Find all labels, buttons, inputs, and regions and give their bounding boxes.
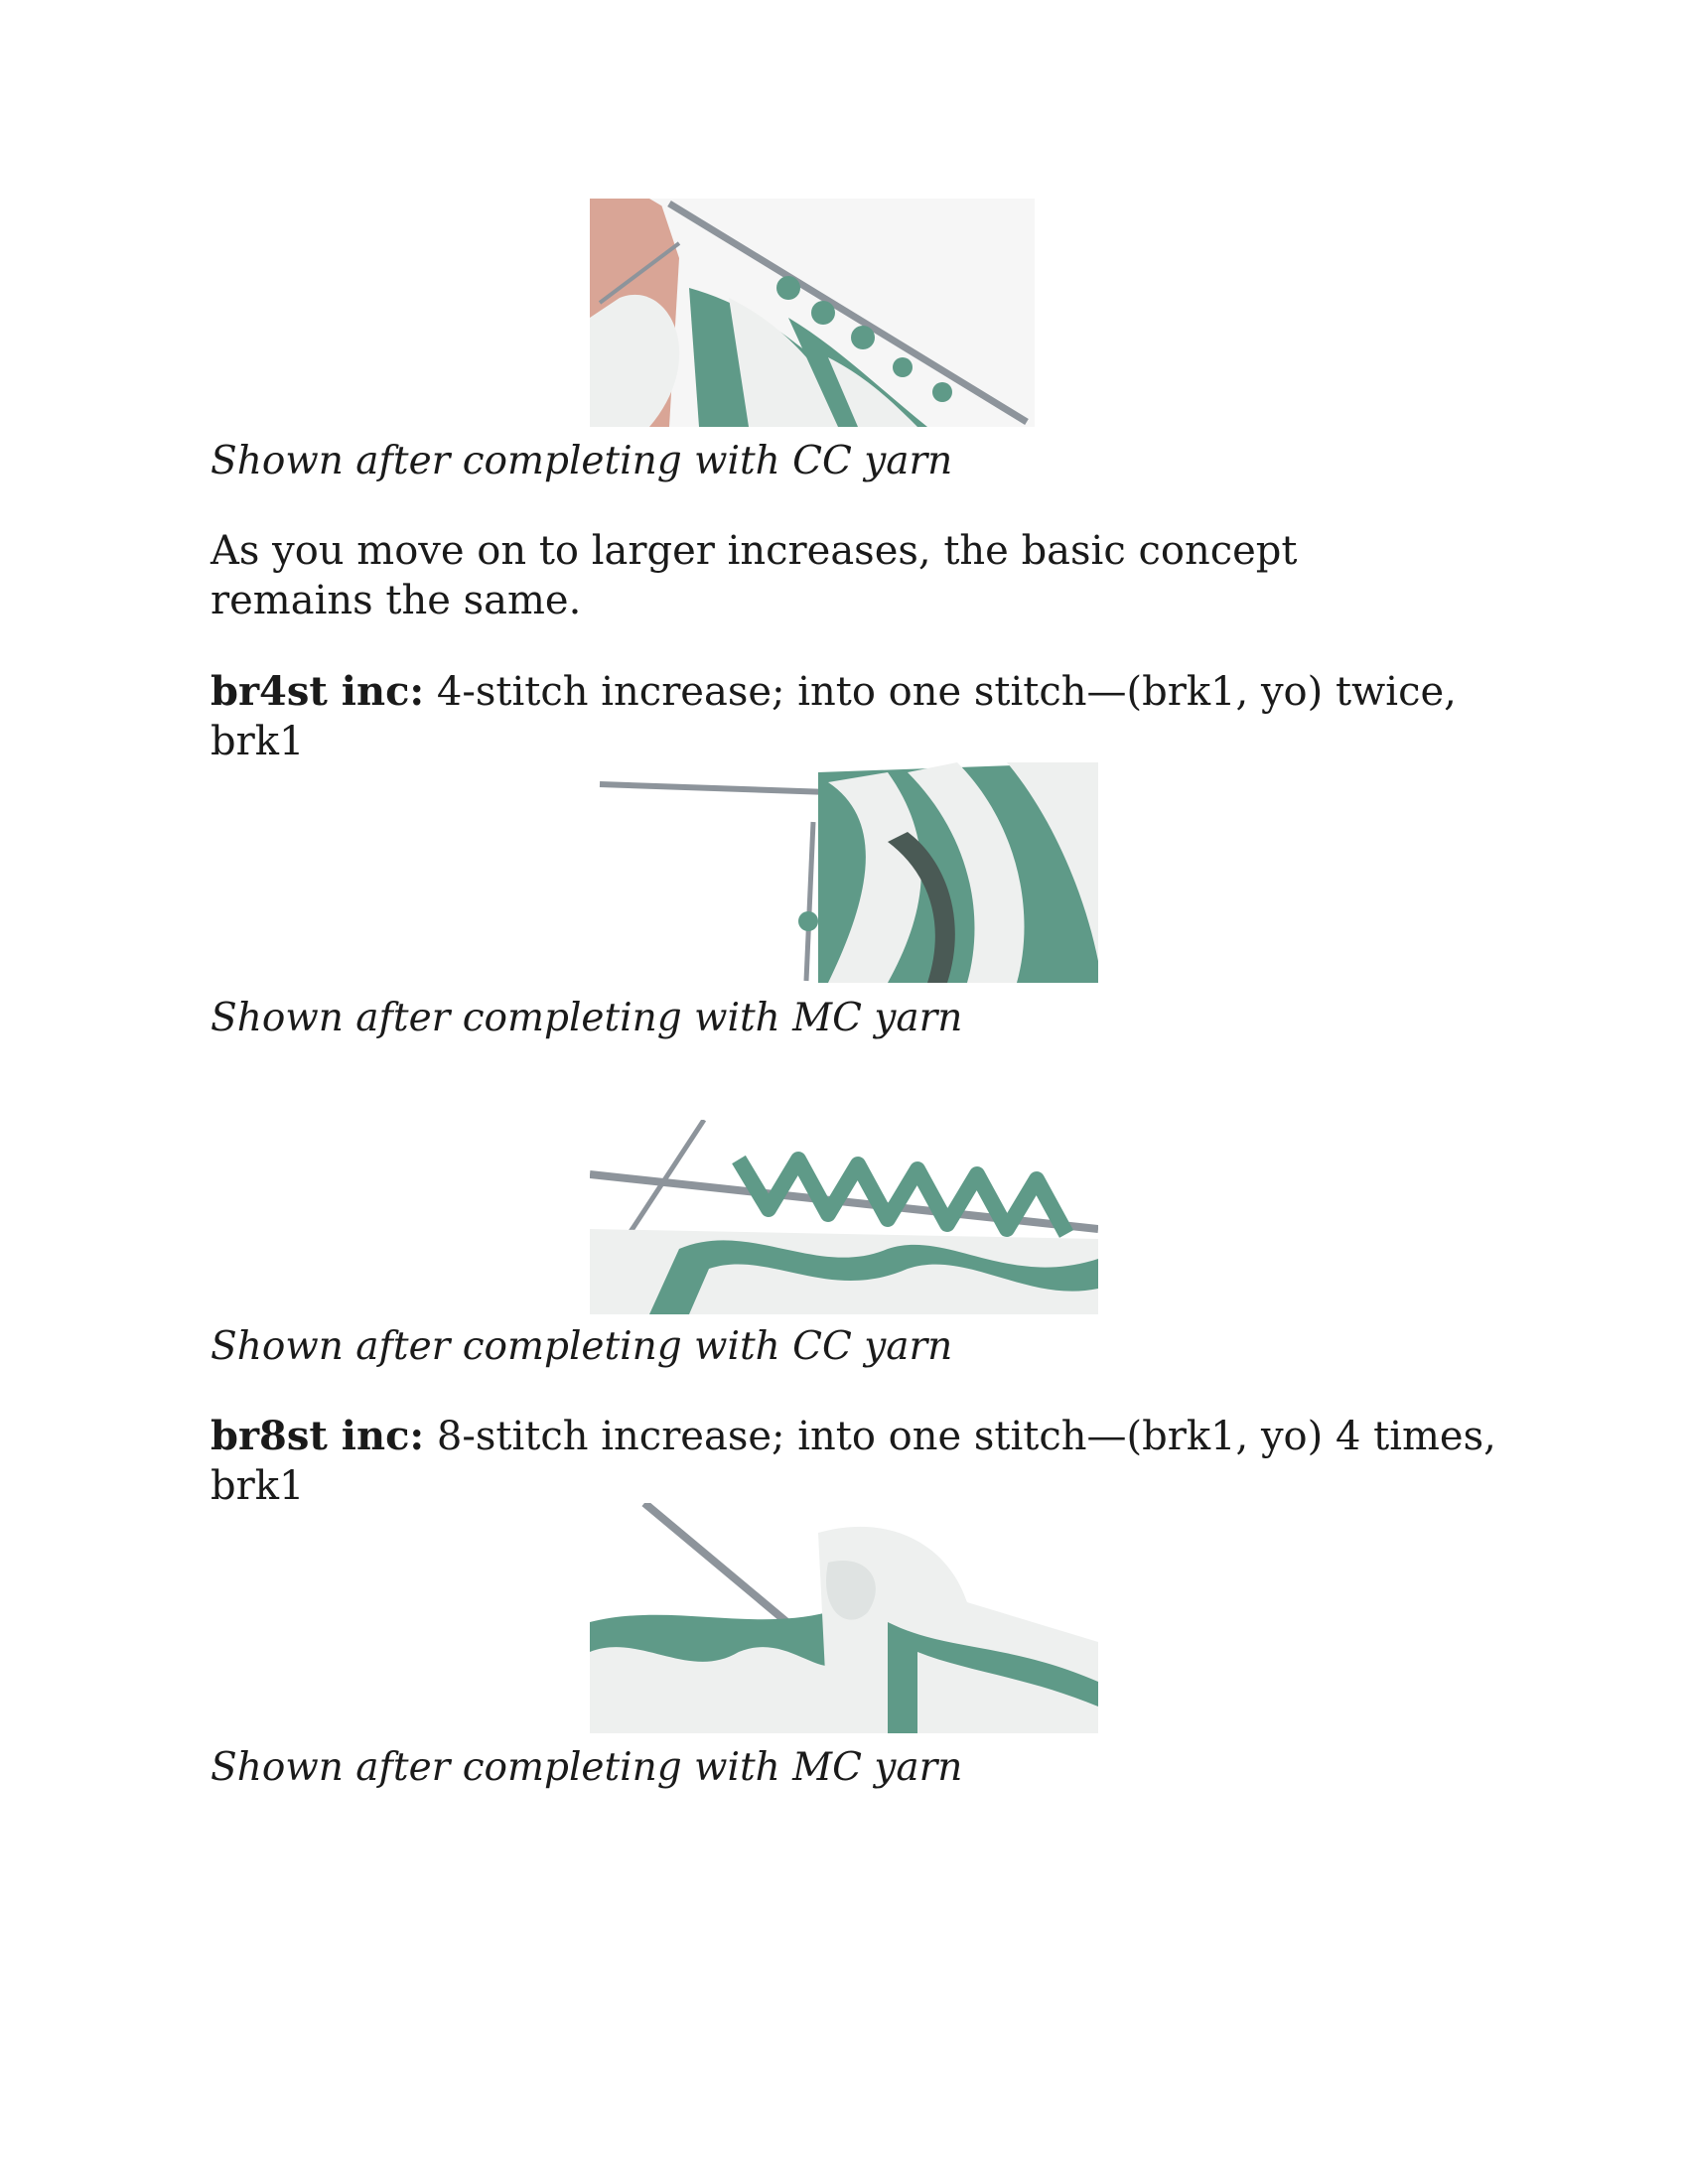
- br4st-inc-text: 4-stitch increase; into one stitch—(brk1, yo) twice, brk1: [211, 669, 1457, 764]
- knitting-photo-4: [590, 1503, 1098, 1733]
- br4st-inc-definition: [211, 667, 1501, 766]
- br8st-inc-definition: [211, 1412, 1501, 1511]
- knitting-photo-3: [590, 1120, 1098, 1314]
- br4st-inc-term: br4st inc:: [211, 668, 425, 715]
- caption-1: Shown after completing with CC yarn: [211, 439, 953, 483]
- knitting-photo-1: [590, 199, 1035, 427]
- knitting-photo-2: [590, 762, 1098, 983]
- caption-4: Shown after completing with MC yarn: [211, 1745, 963, 1790]
- caption-3: Shown after completing with CC yarn: [211, 1324, 953, 1369]
- intro-paragraph: As you move on to larger increases, the basic concept remains the same.: [211, 528, 1298, 623]
- caption-2: Shown after completing with MC yarn: [211, 996, 963, 1040]
- br8st-inc-text: 8-stitch increase; into one stitch—(brk1, yo) 4 times, brk1: [211, 1414, 1496, 1509]
- br8st-inc-term: br8st inc:: [211, 1413, 425, 1459]
